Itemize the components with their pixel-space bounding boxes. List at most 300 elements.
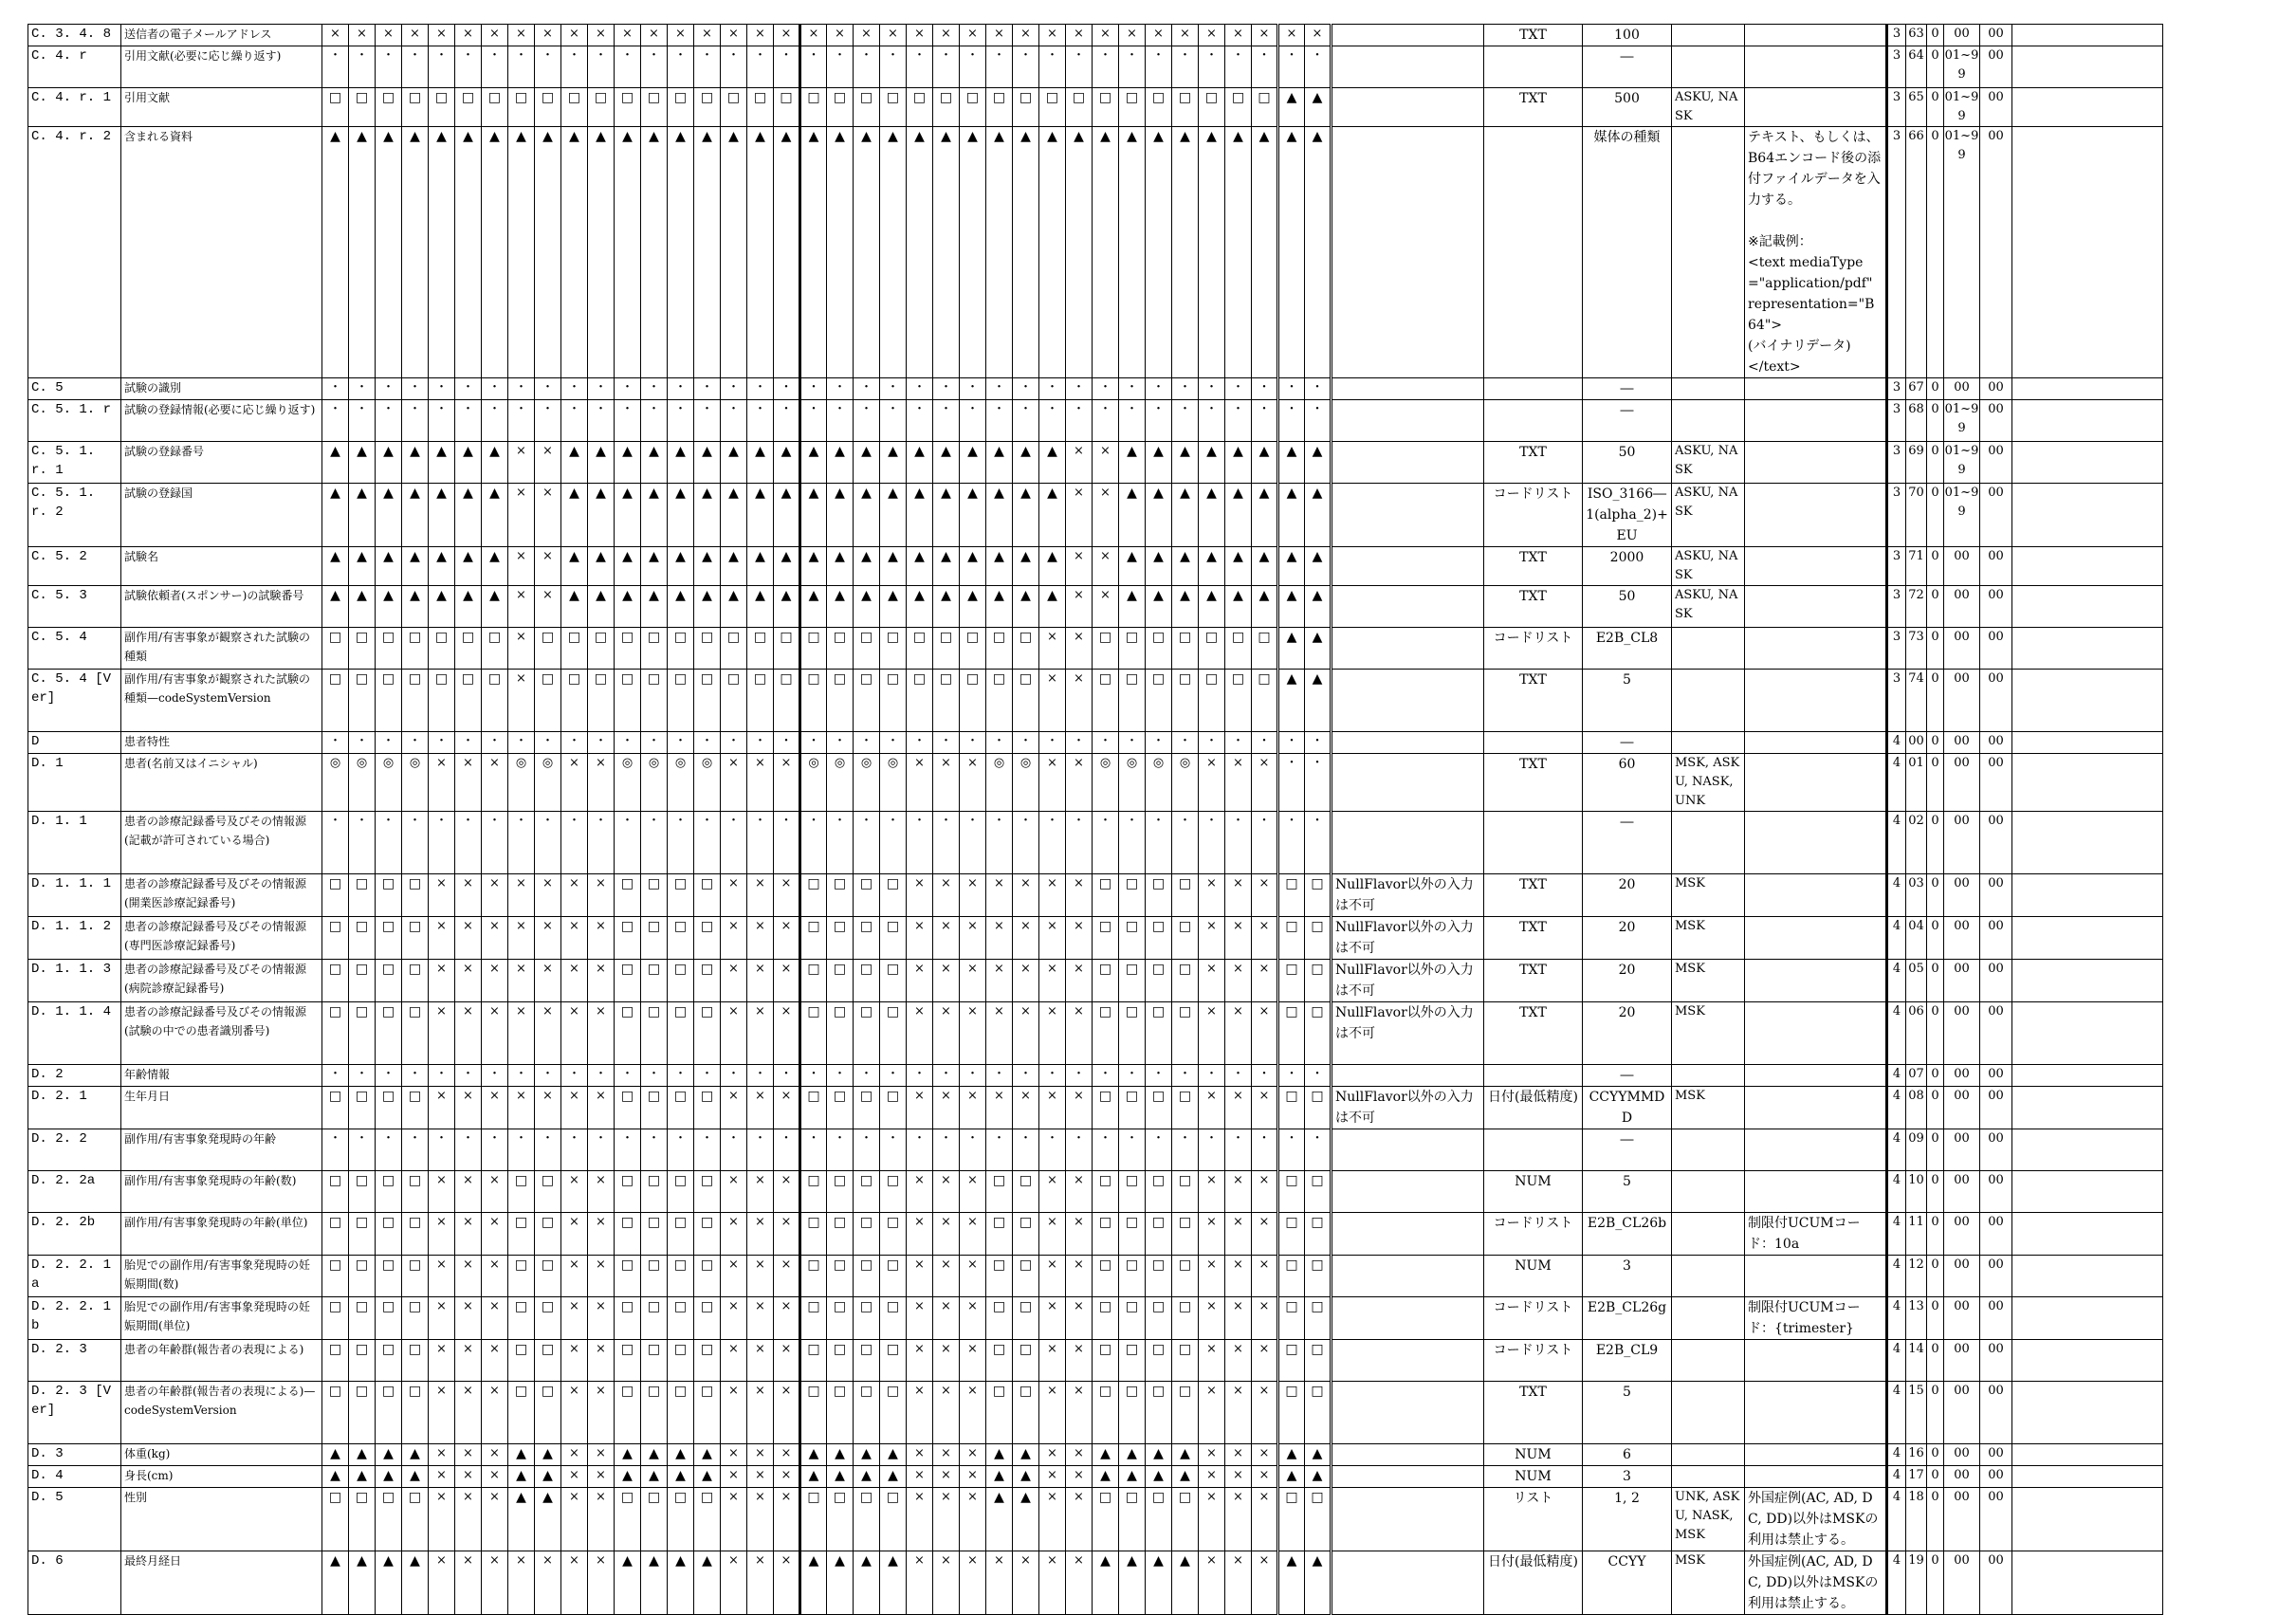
region-mark-cell: × <box>1066 670 1093 732</box>
region-mark-cell: □ <box>588 88 615 127</box>
region-mark-cell: ・ <box>561 378 588 400</box>
length-cell: 5 <box>1583 1382 1672 1444</box>
region-mark-cell: ▲ <box>1252 442 1278 484</box>
region-mark-cell: ・ <box>1305 46 1332 88</box>
region-mark-cell: ▲ <box>880 586 907 628</box>
region-mark-cell: ▲ <box>1278 88 1305 127</box>
item-code-cell: D. 1. 1 <box>28 812 121 874</box>
region-mark-cell: ・ <box>615 1065 641 1087</box>
region-mark-cell: ◎ <box>535 754 561 812</box>
length-cell: E2B_CL26b <box>1583 1213 1672 1256</box>
region-mark-cell: □ <box>641 1213 668 1256</box>
item-code-cell: C. 5. 4 [Ver] <box>28 670 121 732</box>
region-mark-cell: ◎ <box>854 754 880 812</box>
region-mark-cell: ▲ <box>721 484 747 547</box>
index-cell: 00 <box>1980 1340 2012 1382</box>
region-mark-cell: × <box>535 1087 561 1129</box>
region-mark-cell: × <box>561 1087 588 1129</box>
item-name-cell: 送信者の電子メールアドレス <box>121 25 322 46</box>
region-mark-cell: ▲ <box>561 484 588 547</box>
region-mark-cell: × <box>1066 1466 1093 1488</box>
region-mark-cell: ▲ <box>402 1466 429 1488</box>
region-mark-cell: □ <box>854 1340 880 1382</box>
region-mark-cell: × <box>774 1551 800 1615</box>
region-mark-cell: □ <box>535 628 561 670</box>
region-mark-cell: □ <box>880 88 907 127</box>
region-mark-cell: ・ <box>535 378 561 400</box>
nullflavor-cell <box>1672 378 1745 400</box>
region-mark-cell: ・ <box>376 378 402 400</box>
table-row <box>28 874 2163 917</box>
region-mark-cell: □ <box>641 1171 668 1213</box>
region-mark-cell: ▲ <box>1172 484 1199 547</box>
region-mark-cell: × <box>561 917 588 960</box>
region-mark-cell: × <box>747 874 774 917</box>
item-code-cell: D. 2. 2b <box>28 1213 121 1256</box>
index-cell: 0 <box>1927 1444 1944 1466</box>
region-mark-cell: ▲ <box>880 1551 907 1615</box>
region-mark-cell: ・ <box>1093 46 1119 88</box>
region-mark-cell: □ <box>854 960 880 1002</box>
length-cell: ― <box>1583 1129 1672 1171</box>
region-mark-cell: × <box>747 1087 774 1129</box>
index-cell: 19 <box>1906 1551 1927 1615</box>
index-cell: 4 <box>1887 1551 1906 1615</box>
region-mark-cell: □ <box>376 88 402 127</box>
region-mark-cell: ▲ <box>455 547 482 586</box>
region-mark-cell: ・ <box>1199 732 1225 754</box>
region-mark-cell: □ <box>880 670 907 732</box>
item-name-cell: 副作用/有害事象発現時の年齢 <box>121 1129 322 1171</box>
region-mark-cell: ・ <box>694 1065 721 1087</box>
index-cell: 00 <box>1980 46 2012 88</box>
condition-cell <box>1332 1488 1484 1551</box>
region-mark-cell: □ <box>455 670 482 732</box>
region-mark-cell: □ <box>827 670 854 732</box>
region-mark-cell: ▲ <box>747 547 774 586</box>
region-mark-cell: × <box>721 917 747 960</box>
region-mark-cell: ▲ <box>800 442 827 484</box>
region-mark-cell: □ <box>854 88 880 127</box>
region-mark-cell: ・ <box>774 812 800 874</box>
region-mark-cell: ・ <box>827 378 854 400</box>
index-cell: 3 <box>1887 88 1906 127</box>
region-mark-cell: × <box>960 917 986 960</box>
region-mark-cell: ▲ <box>615 1551 641 1615</box>
region-mark-cell: □ <box>907 628 933 670</box>
item-name-cell: 引用文献(必要に応じ繰り返す) <box>121 46 322 88</box>
region-mark-cell: □ <box>800 1087 827 1129</box>
data-type-cell <box>1484 378 1583 400</box>
length-cell: 20 <box>1583 1002 1672 1065</box>
region-mark-cell: □ <box>1305 1171 1332 1213</box>
condition-cell <box>1332 1129 1484 1171</box>
region-mark-cell: ・ <box>1093 1129 1119 1171</box>
region-mark-cell: × <box>1225 1087 1252 1129</box>
region-mark-cell: ・ <box>641 46 668 88</box>
region-mark-cell: × <box>1252 1466 1278 1488</box>
region-mark-cell: ▲ <box>668 586 694 628</box>
region-mark-cell: ・ <box>933 1065 960 1087</box>
region-mark-cell: × <box>1066 547 1093 586</box>
nullflavor-cell: MSK <box>1672 1002 1745 1065</box>
length-cell: 60 <box>1583 754 1672 812</box>
region-mark-cell: × <box>482 1256 508 1297</box>
region-mark-cell: ▲ <box>986 547 1013 586</box>
region-mark-cell: ▲ <box>376 484 402 547</box>
region-mark-cell: × <box>508 1551 535 1615</box>
index-cell: 00 <box>1980 484 2012 547</box>
item-code-cell: D. 2 <box>28 1065 121 1087</box>
nullflavor-cell: MSK <box>1672 1087 1745 1129</box>
index-cell: 00 <box>1944 670 1980 732</box>
region-mark-cell: × <box>1199 25 1225 46</box>
region-mark-cell: ▲ <box>721 442 747 484</box>
region-mark-cell: ・ <box>827 1129 854 1171</box>
region-mark-cell: □ <box>1278 960 1305 1002</box>
region-mark-cell: ・ <box>535 1065 561 1087</box>
region-mark-cell: □ <box>694 1297 721 1340</box>
region-mark-cell: □ <box>402 1340 429 1382</box>
region-mark-cell: □ <box>747 88 774 127</box>
condition-cell <box>1332 46 1484 88</box>
region-mark-cell: ・ <box>933 1129 960 1171</box>
region-mark-cell: □ <box>402 1213 429 1256</box>
index-cell: 3 <box>1887 46 1906 88</box>
region-mark-cell: × <box>1093 547 1119 586</box>
region-mark-cell: × <box>747 917 774 960</box>
region-mark-cell: □ <box>880 1488 907 1551</box>
region-mark-cell: ▲ <box>827 127 854 378</box>
region-mark-cell: ▲ <box>349 442 376 484</box>
region-mark-cell: ・ <box>1305 732 1332 754</box>
region-mark-cell: × <box>1278 25 1305 46</box>
table-row <box>28 1129 2163 1171</box>
region-mark-cell: ▲ <box>508 1466 535 1488</box>
region-mark-cell: × <box>1225 754 1252 812</box>
region-mark-cell: □ <box>615 1171 641 1213</box>
region-mark-cell: ▲ <box>402 547 429 586</box>
region-mark-cell: ▲ <box>455 586 482 628</box>
region-mark-cell: ◎ <box>508 754 535 812</box>
region-mark-cell: × <box>482 1297 508 1340</box>
region-mark-cell: ▲ <box>1199 127 1225 378</box>
region-mark-cell: × <box>774 1256 800 1297</box>
index-cell: 00 <box>1944 732 1980 754</box>
length-cell: 1, 2 <box>1583 1488 1672 1551</box>
region-mark-cell: ▲ <box>588 484 615 547</box>
region-mark-cell: × <box>1066 442 1093 484</box>
index-cell: 4 <box>1887 1382 1906 1444</box>
region-mark-cell: ・ <box>668 732 694 754</box>
region-mark-cell: ・ <box>535 1129 561 1171</box>
region-mark-cell: ・ <box>694 400 721 442</box>
data-type-cell: コードリスト <box>1484 1213 1583 1256</box>
region-mark-cell: □ <box>402 88 429 127</box>
region-mark-cell: × <box>429 1171 455 1213</box>
index-cell: 00 <box>1980 127 2012 378</box>
table-row <box>28 960 2163 1002</box>
region-mark-cell: □ <box>1172 1340 1199 1382</box>
region-mark-cell: □ <box>641 917 668 960</box>
index-cell: 0 <box>1927 484 1944 547</box>
notes-cell <box>1745 1002 1887 1065</box>
region-mark-cell: ・ <box>854 378 880 400</box>
table-row <box>28 1002 2163 1065</box>
region-mark-cell: ▲ <box>747 586 774 628</box>
region-mark-cell: × <box>1199 1444 1225 1466</box>
region-mark-cell: □ <box>800 1488 827 1551</box>
region-mark-cell: □ <box>1119 1171 1146 1213</box>
condition-cell <box>1332 1466 1484 1488</box>
length-cell: 5 <box>1583 670 1672 732</box>
region-mark-cell: ・ <box>1225 1065 1252 1087</box>
item-code-cell: D. 2. 1 <box>28 1087 121 1129</box>
index-cell: 01~99 <box>1944 46 1980 88</box>
blank-cell <box>2012 732 2163 754</box>
region-mark-cell: □ <box>668 1002 694 1065</box>
index-cell: 00 <box>1980 670 2012 732</box>
item-name-cell: 年齢情報 <box>121 1065 322 1087</box>
region-mark-cell: □ <box>721 88 747 127</box>
item-code-cell: C. 5 <box>28 378 121 400</box>
region-mark-cell: ・ <box>1199 46 1225 88</box>
item-code-cell: D. 4 <box>28 1466 121 1488</box>
item-code-cell: D. 1 <box>28 754 121 812</box>
region-mark-cell: □ <box>694 1213 721 1256</box>
index-cell: 0 <box>1927 547 1944 586</box>
index-cell: 00 <box>1980 1002 2012 1065</box>
region-mark-cell: □ <box>1172 88 1199 127</box>
region-mark-cell: ・ <box>1066 400 1093 442</box>
notes-cell <box>1745 88 1887 127</box>
region-mark-cell: × <box>508 1002 535 1065</box>
region-mark-cell: ◎ <box>641 754 668 812</box>
index-cell: 3 <box>1887 442 1906 484</box>
region-mark-cell: □ <box>800 1340 827 1382</box>
length-cell: 2000 <box>1583 547 1672 586</box>
index-cell: 00 <box>1980 874 2012 917</box>
region-mark-cell: ▲ <box>1305 88 1332 127</box>
nullflavor-cell: ASKU, NASK <box>1672 586 1745 628</box>
region-mark-cell: ・ <box>402 378 429 400</box>
region-mark-cell: × <box>1039 1002 1066 1065</box>
region-mark-cell: × <box>1039 1444 1066 1466</box>
notes-cell <box>1745 1065 1887 1087</box>
nullflavor-cell: MSK <box>1672 960 1745 1002</box>
condition-cell <box>1332 732 1484 754</box>
region-mark-cell: □ <box>1119 628 1146 670</box>
region-mark-cell: ▲ <box>1225 547 1252 586</box>
region-mark-cell: ・ <box>1119 378 1146 400</box>
index-cell: 00 <box>1944 1551 1980 1615</box>
region-mark-cell: × <box>1093 442 1119 484</box>
blank-cell <box>2012 1171 2163 1213</box>
index-cell: 00 <box>1980 400 2012 442</box>
region-mark-cell: □ <box>1119 917 1146 960</box>
item-code-cell: C. 4. r. 1 <box>28 88 121 127</box>
condition-cell: NullFlavor以外の入力は不可 <box>1332 917 1484 960</box>
region-mark-cell: ▲ <box>508 127 535 378</box>
region-mark-cell: ・ <box>721 378 747 400</box>
region-mark-cell: ▲ <box>1172 1444 1199 1466</box>
length-cell: E2B_CL26g <box>1583 1297 1672 1340</box>
region-mark-cell: × <box>933 1466 960 1488</box>
region-mark-cell: × <box>561 1340 588 1382</box>
region-mark-cell: □ <box>376 874 402 917</box>
region-mark-cell: × <box>588 1551 615 1615</box>
region-mark-cell: ・ <box>854 400 880 442</box>
region-mark-cell: × <box>588 1213 615 1256</box>
region-mark-cell: ▲ <box>482 127 508 378</box>
length-cell: ― <box>1583 400 1672 442</box>
index-cell: 00 <box>1944 1340 1980 1382</box>
region-mark-cell: × <box>933 1171 960 1213</box>
region-mark-cell: □ <box>694 917 721 960</box>
condition-cell <box>1332 586 1484 628</box>
notes-cell <box>1745 484 1887 547</box>
region-mark-cell: □ <box>402 1256 429 1297</box>
region-mark-cell: ▲ <box>880 547 907 586</box>
region-mark-cell: × <box>1066 1444 1093 1466</box>
item-code-cell: D. 2. 2 <box>28 1129 121 1171</box>
table-row <box>28 1065 2163 1087</box>
region-mark-cell: ▲ <box>1278 442 1305 484</box>
blank-cell <box>2012 1129 2163 1171</box>
region-mark-cell: ・ <box>1172 1065 1199 1087</box>
length-cell: ― <box>1583 812 1672 874</box>
notes-cell <box>1745 1256 1887 1297</box>
region-mark-cell: × <box>1013 25 1039 46</box>
region-mark-cell: ・ <box>1305 812 1332 874</box>
region-mark-cell: × <box>747 1171 774 1213</box>
region-mark-cell: ・ <box>376 400 402 442</box>
region-mark-cell: ▲ <box>561 586 588 628</box>
region-mark-cell: ◎ <box>1093 754 1119 812</box>
index-cell: 00 <box>1944 1297 1980 1340</box>
nullflavor-cell: ASKU, NASK <box>1672 88 1745 127</box>
index-cell: 00 <box>1980 1382 2012 1444</box>
region-mark-cell: □ <box>349 874 376 917</box>
data-type-cell: NUM <box>1484 1444 1583 1466</box>
region-mark-cell: ・ <box>402 46 429 88</box>
region-mark-cell: ▲ <box>1119 127 1146 378</box>
region-mark-cell: × <box>1225 1002 1252 1065</box>
index-cell: 0 <box>1927 1171 1944 1213</box>
region-mark-cell: ・ <box>508 812 535 874</box>
region-mark-cell: □ <box>1278 917 1305 960</box>
data-type-cell: NUM <box>1484 1466 1583 1488</box>
region-mark-cell: × <box>429 917 455 960</box>
region-mark-cell: □ <box>800 874 827 917</box>
index-cell: 01~99 <box>1944 127 1980 378</box>
nullflavor-cell <box>1672 1213 1745 1256</box>
region-mark-cell: ▲ <box>615 484 641 547</box>
region-mark-cell: × <box>588 1002 615 1065</box>
region-mark-cell: ・ <box>482 812 508 874</box>
region-mark-cell: × <box>455 1382 482 1444</box>
region-mark-cell: ・ <box>1119 1129 1146 1171</box>
region-mark-cell: ・ <box>827 732 854 754</box>
region-mark-cell: □ <box>1172 1488 1199 1551</box>
region-mark-cell: □ <box>1172 1002 1199 1065</box>
region-mark-cell: □ <box>1146 874 1172 917</box>
index-cell: 15 <box>1906 1382 1927 1444</box>
region-mark-cell: ▲ <box>1172 1551 1199 1615</box>
region-mark-cell: ▲ <box>1093 1466 1119 1488</box>
region-mark-cell: ・ <box>322 1065 349 1087</box>
region-mark-cell: ▲ <box>1119 547 1146 586</box>
region-mark-cell: □ <box>827 1297 854 1340</box>
index-cell: 0 <box>1927 1551 1944 1615</box>
region-mark-cell: ◎ <box>827 754 854 812</box>
region-mark-cell: ▲ <box>349 586 376 628</box>
index-cell: 4 <box>1887 1087 1906 1129</box>
region-mark-cell: □ <box>1199 88 1225 127</box>
region-mark-cell: ▲ <box>1013 1466 1039 1488</box>
region-mark-cell: ・ <box>827 812 854 874</box>
region-mark-cell: × <box>774 1444 800 1466</box>
data-type-cell: リスト <box>1484 1488 1583 1551</box>
region-mark-cell: ・ <box>1252 400 1278 442</box>
region-mark-cell: × <box>535 917 561 960</box>
region-mark-cell: × <box>1066 1171 1093 1213</box>
region-mark-cell: × <box>482 1002 508 1065</box>
index-cell: 3 <box>1887 400 1906 442</box>
table-row <box>28 400 2163 442</box>
region-mark-cell: × <box>907 1171 933 1213</box>
region-mark-cell: ・ <box>827 46 854 88</box>
item-name-cell: 試験名 <box>121 547 322 586</box>
region-mark-cell: ・ <box>800 812 827 874</box>
region-mark-cell: □ <box>880 1087 907 1129</box>
region-mark-cell: ▲ <box>1252 547 1278 586</box>
index-cell: 00 <box>1980 1256 2012 1297</box>
region-mark-cell: □ <box>1172 960 1199 1002</box>
region-mark-cell: ▲ <box>1119 586 1146 628</box>
region-mark-cell: × <box>1199 1340 1225 1382</box>
region-mark-cell: ▲ <box>429 484 455 547</box>
region-mark-cell: ・ <box>1013 732 1039 754</box>
region-mark-cell: ▲ <box>641 547 668 586</box>
region-mark-cell: ・ <box>1066 378 1093 400</box>
region-mark-cell: × <box>933 1002 960 1065</box>
region-mark-cell: □ <box>1093 1488 1119 1551</box>
region-mark-cell: □ <box>668 1213 694 1256</box>
region-mark-cell: ・ <box>1305 400 1332 442</box>
region-mark-cell: □ <box>668 670 694 732</box>
region-mark-cell: □ <box>1146 1256 1172 1297</box>
item-code-cell: D. 1. 1. 4 <box>28 1002 121 1065</box>
region-mark-cell: × <box>429 1488 455 1551</box>
region-mark-cell: × <box>429 1382 455 1444</box>
index-cell: 00 <box>1944 1129 1980 1171</box>
region-mark-cell: □ <box>1305 874 1332 917</box>
region-mark-cell: ▲ <box>774 547 800 586</box>
region-mark-cell: × <box>721 1382 747 1444</box>
region-mark-cell: × <box>455 1087 482 1129</box>
region-mark-cell: □ <box>986 1382 1013 1444</box>
region-mark-cell: × <box>482 1551 508 1615</box>
region-mark-cell: □ <box>1172 670 1199 732</box>
region-mark-cell: × <box>508 670 535 732</box>
region-mark-cell: □ <box>1119 1340 1146 1382</box>
region-mark-cell: × <box>933 874 960 917</box>
region-mark-cell: ・ <box>402 1065 429 1087</box>
region-mark-cell: ・ <box>986 46 1013 88</box>
region-mark-cell: □ <box>880 1382 907 1444</box>
region-mark-cell: ・ <box>827 1065 854 1087</box>
